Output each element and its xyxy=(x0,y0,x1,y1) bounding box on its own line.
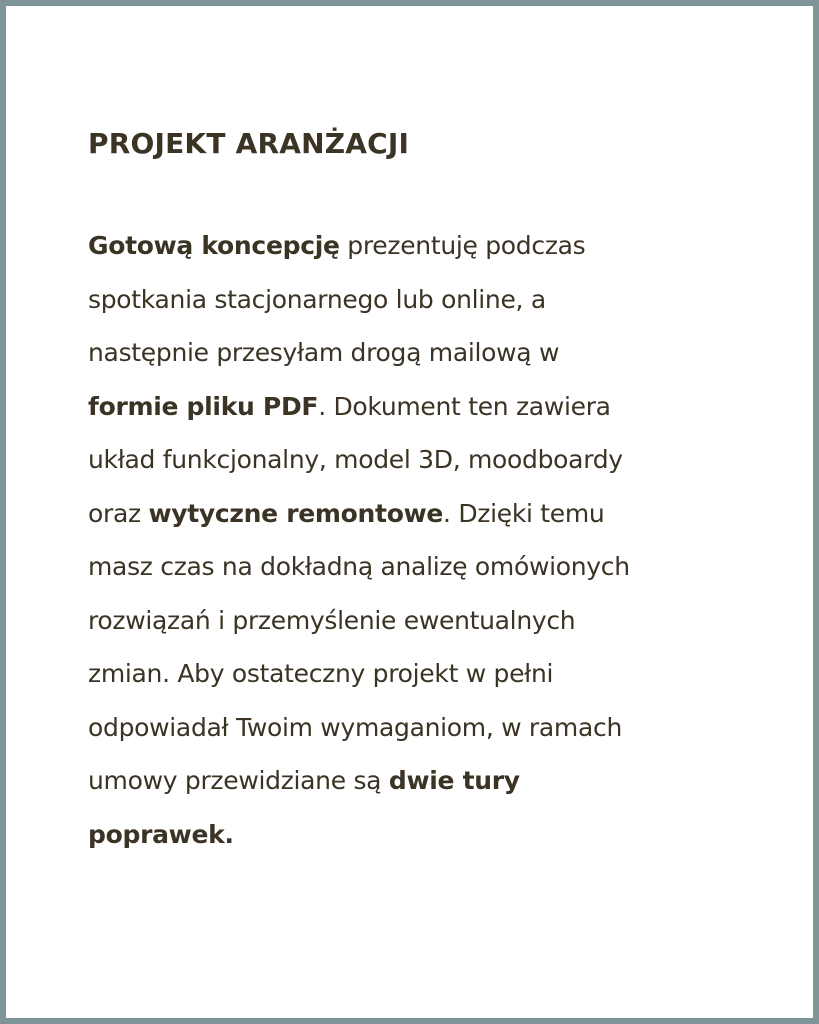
content-block xyxy=(88,124,768,861)
bold-phrase-poprawek: poprawek. xyxy=(88,819,234,849)
text-line-7 xyxy=(88,540,768,594)
text-fragment: zmian. Aby ostateczny projekt w pełni xyxy=(88,659,554,688)
text-line-9 xyxy=(88,647,768,701)
text-line-8 xyxy=(88,594,768,648)
text-fragment: umowy przewidziane są xyxy=(88,766,389,795)
text-line-6 xyxy=(88,487,768,541)
bold-phrase-wytyczne-remontowe: wytyczne remontowe xyxy=(148,498,444,528)
text-line-2 xyxy=(88,273,768,327)
text-fragment: rozwiązań i przemyślenie ewentualnych xyxy=(88,605,576,635)
text-line-4 xyxy=(88,380,768,434)
description-paragraph xyxy=(88,219,768,861)
text-line-1 xyxy=(88,219,768,273)
bold-phrase-gotowa-koncepcje: Gotową koncepcję xyxy=(88,231,340,260)
text-fragment: układ funkcjonalny, model 3D, moodboardy xyxy=(88,445,623,474)
text-fragment: . Dokument ten zawiera xyxy=(318,391,611,421)
text-fragment: odpowiadał Twoim wymaganiom, w ramach xyxy=(88,712,622,742)
text-line-5 xyxy=(88,433,768,487)
text-fragment: . Dzięki temu xyxy=(443,498,605,528)
text-line-11 xyxy=(88,754,768,808)
bold-phrase-dwie-tury: dwie tury xyxy=(388,766,520,795)
text-line-10 xyxy=(88,701,768,755)
bold-phrase-formie-pliku-pdf: formie pliku PDF xyxy=(88,391,319,421)
text-fragment: spotkania stacjonarnego lub online, a xyxy=(88,284,546,314)
text-line-12 xyxy=(88,808,768,862)
text-fragment: oraz xyxy=(88,498,149,528)
text-fragment: prezentuję podczas xyxy=(339,231,586,260)
page-title: PROJEKT ARANŻACJI xyxy=(88,127,410,160)
text-fragment: następnie przesyłam drogą mailową w xyxy=(88,338,560,367)
text-fragment: masz czas na dokładną analizę omówionych xyxy=(88,552,630,581)
text-line-3 xyxy=(88,326,768,380)
